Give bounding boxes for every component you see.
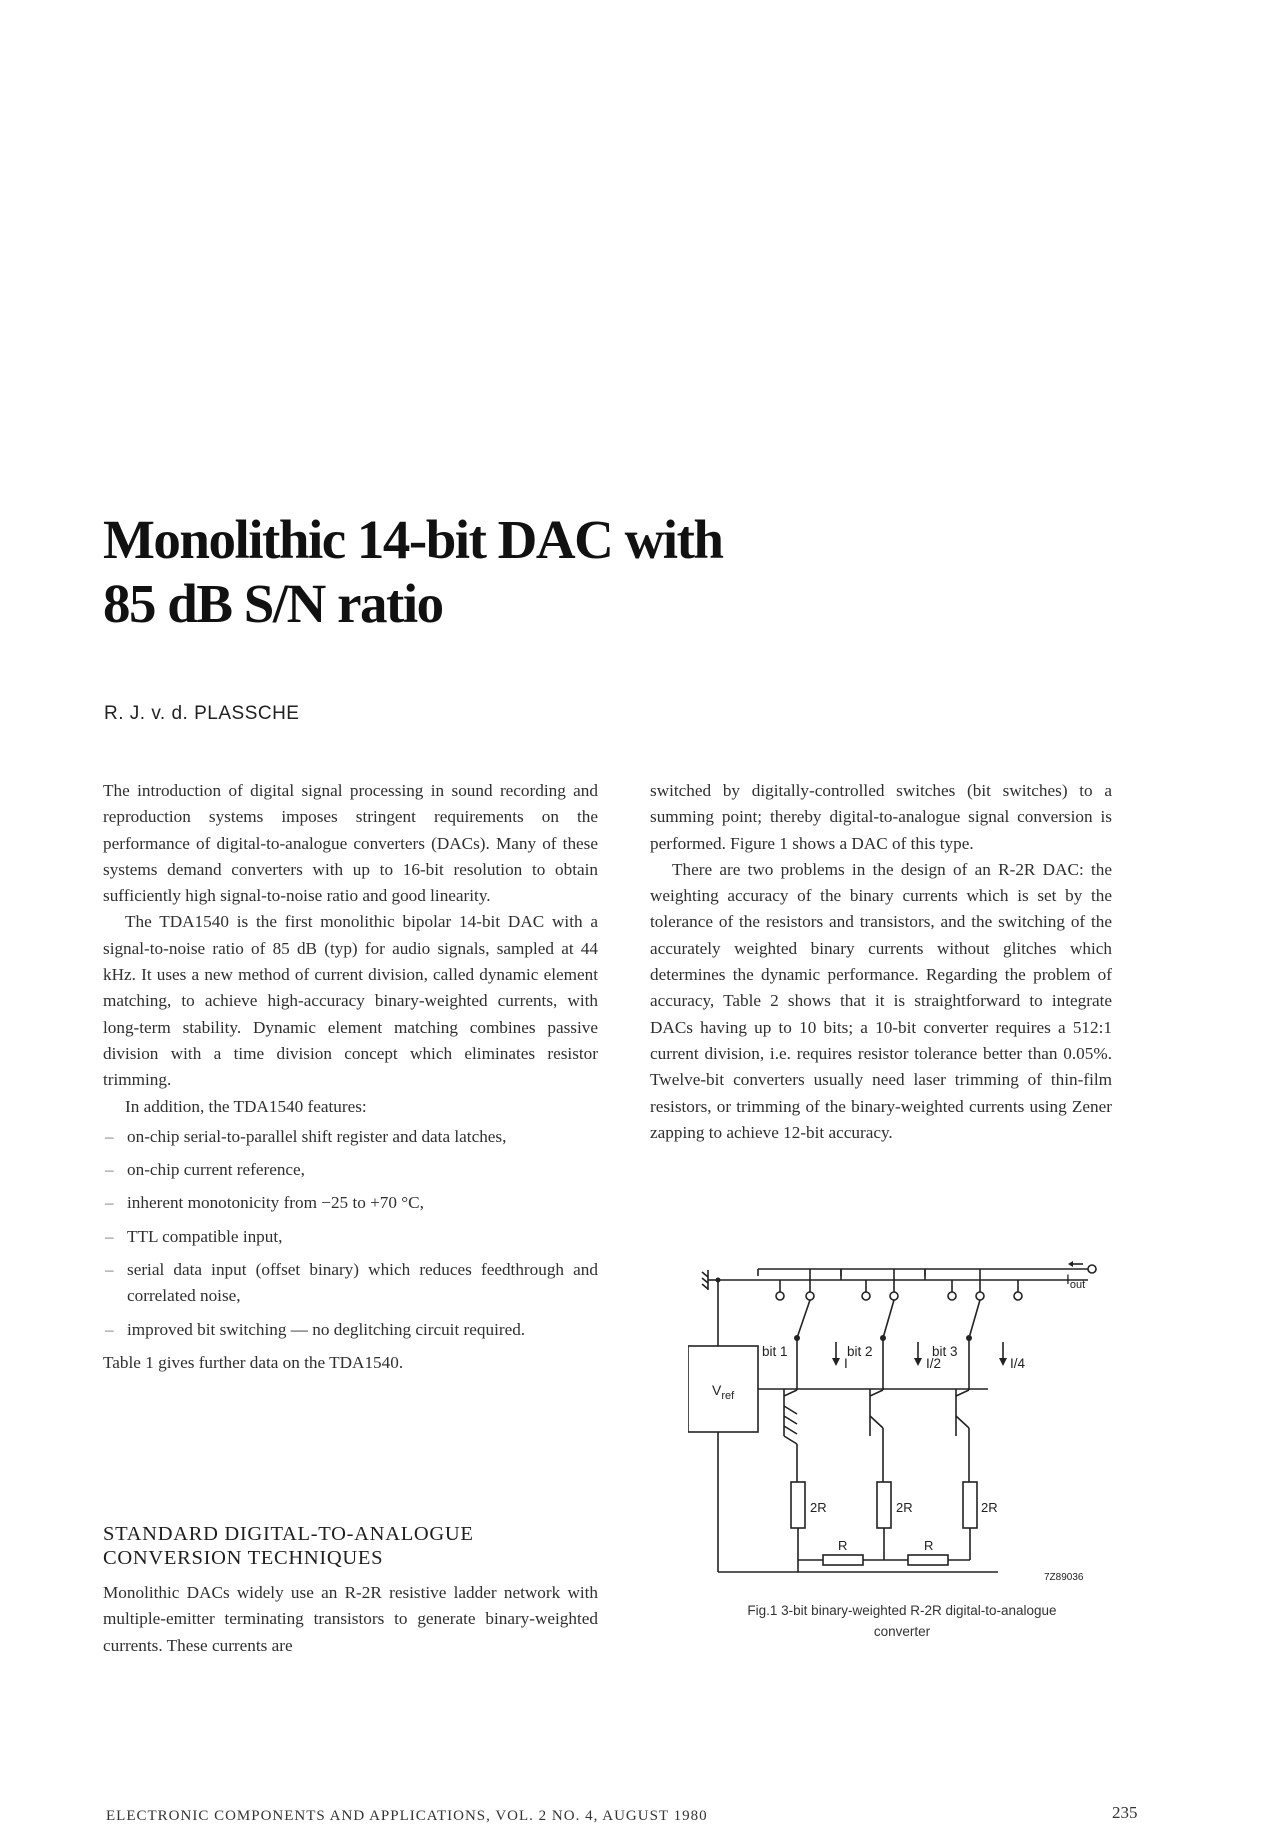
circuit-diagram xyxy=(688,1250,1113,1580)
circuit-svg xyxy=(688,1250,1113,1580)
resistor-r-label: R xyxy=(838,1538,848,1553)
feature-item: – TTL compatible input, xyxy=(103,1224,598,1250)
feature-item: – on-chip current reference, xyxy=(103,1157,598,1183)
bit1-label: bit 1 xyxy=(762,1344,788,1359)
title-line-2: 85 dB S/N ratio xyxy=(103,573,443,634)
bit2-label: bit 2 xyxy=(847,1344,873,1359)
author-name: R. J. v. d. PLASSCHE xyxy=(104,703,300,724)
section-heading-line-2: CONVERSION TECHNIQUES xyxy=(103,1547,384,1569)
journal-footer: ELECTRONIC COMPONENTS AND APPLICATIONS, VOL. 2 NO. 4, AUGUST 1980 xyxy=(106,1808,708,1824)
tda1540-paragraph: The TDA1540 is the first monolithic bipolar 14-bit DAC with a signal-to-noise ratio of 85 dB (typ) for audio signals, sampled at 44 kHz. It uses a new method of current division, called dynamic element matching, to achieve high-accuracy binary-weighted currents, with long-term stability. Dynamic element matching combines passive division with a time division concept which eliminates resistor trimming. xyxy=(103,912,598,1090)
section-heading xyxy=(103,1522,603,1570)
iout-main: I xyxy=(1066,1271,1070,1287)
section-paragraph: Monolithic DACs widely use an R-2R resistive ladder network with multiple-emitter terminating transistors to generate binary-weighted currents. These currents are xyxy=(103,1583,598,1655)
right-column xyxy=(650,778,1112,1146)
figure-code: 7Z89036 xyxy=(1044,1572,1084,1580)
intro-paragraph: The introduction of digital signal processing in sound recording and reproduction systems imposes stringent requirements on the performance of digital-to-analogue converters (DACs). Many of these systems demand converters with up to 16-bit resolution to obtain sufficiently high signal-to-noise ratio and good linearity. xyxy=(103,781,598,906)
feature-item: – serial data input (offset binary) which reduces feedthrough and correlated noise, xyxy=(103,1257,598,1310)
figure-caption xyxy=(688,1600,1116,1642)
features-list xyxy=(103,1124,598,1343)
feature-item: – on-chip serial-to-parallel shift register and data latches, xyxy=(103,1124,598,1150)
resistor-2r-label: 2R xyxy=(896,1500,913,1515)
iout-sub: out xyxy=(1069,1279,1086,1291)
current-i4-label: I/4 xyxy=(1010,1356,1026,1371)
caption-line-1: Fig.1 3-bit binary-weighted R-2R digital-to-analogue xyxy=(747,1603,1057,1618)
current-i-label: I xyxy=(844,1356,848,1371)
bit3-label: bit 3 xyxy=(932,1344,958,1359)
features-intro: In addition, the TDA1540 features: xyxy=(125,1096,367,1116)
right-paragraph-1: switched by digitally-controlled switches (bit switches) to a summing point; thereby digital-to-analogue signal conversion is performed. Figure 1 shows a DAC of this type. xyxy=(650,781,1112,853)
vref-sub: ref xyxy=(721,1390,735,1402)
left-column xyxy=(103,778,598,1376)
section-heading-line-1: STANDARD DIGITAL-TO-ANALOGUE xyxy=(103,1523,474,1545)
resistor-r-label: R xyxy=(924,1538,934,1553)
vref-main: V xyxy=(712,1382,722,1398)
resistor-2r-label: 2R xyxy=(810,1500,827,1515)
current-i2-label: I/2 xyxy=(926,1356,942,1371)
vref-label xyxy=(712,1382,735,1402)
section-body xyxy=(103,1580,598,1659)
title-line-1: Monolithic 14-bit DAC with xyxy=(103,509,723,570)
right-paragraph-2: There are two problems in the design of an R-2R DAC: the weighting accuracy of the binary currents which is set by the tolerance of the resistors and transistors, and the switching of the accurately weighted binary currents without glitches which determines the dynamic performance. Regarding the problem of accuracy, Table 2 shows that it is straightforward to integrate DACs having up to 10 bits; a 10-bit converter requires a 512:1 current division, i.e. requires resistor tolerance better than 0.05%. Twelve-bit converters usually need laser trimming of thin-film resistors, or trimming of the binary-weighted currents using Zener zapping to achieve 12-bit accuracy. xyxy=(650,859,1112,1142)
resistor-2r-label: 2R xyxy=(981,1500,998,1515)
feature-item: – inherent monotonicity from −25 to +70 °C, xyxy=(103,1190,598,1216)
feature-item: – improved bit switching — no deglitching circuit required. xyxy=(103,1317,598,1343)
table-reference: Table 1 gives further data on the TDA1540. xyxy=(103,1352,404,1372)
iout-label xyxy=(1066,1271,1085,1291)
page-number: 235 xyxy=(1112,1803,1138,1822)
article-title xyxy=(103,508,883,636)
caption-line-2: converter xyxy=(873,1624,931,1639)
